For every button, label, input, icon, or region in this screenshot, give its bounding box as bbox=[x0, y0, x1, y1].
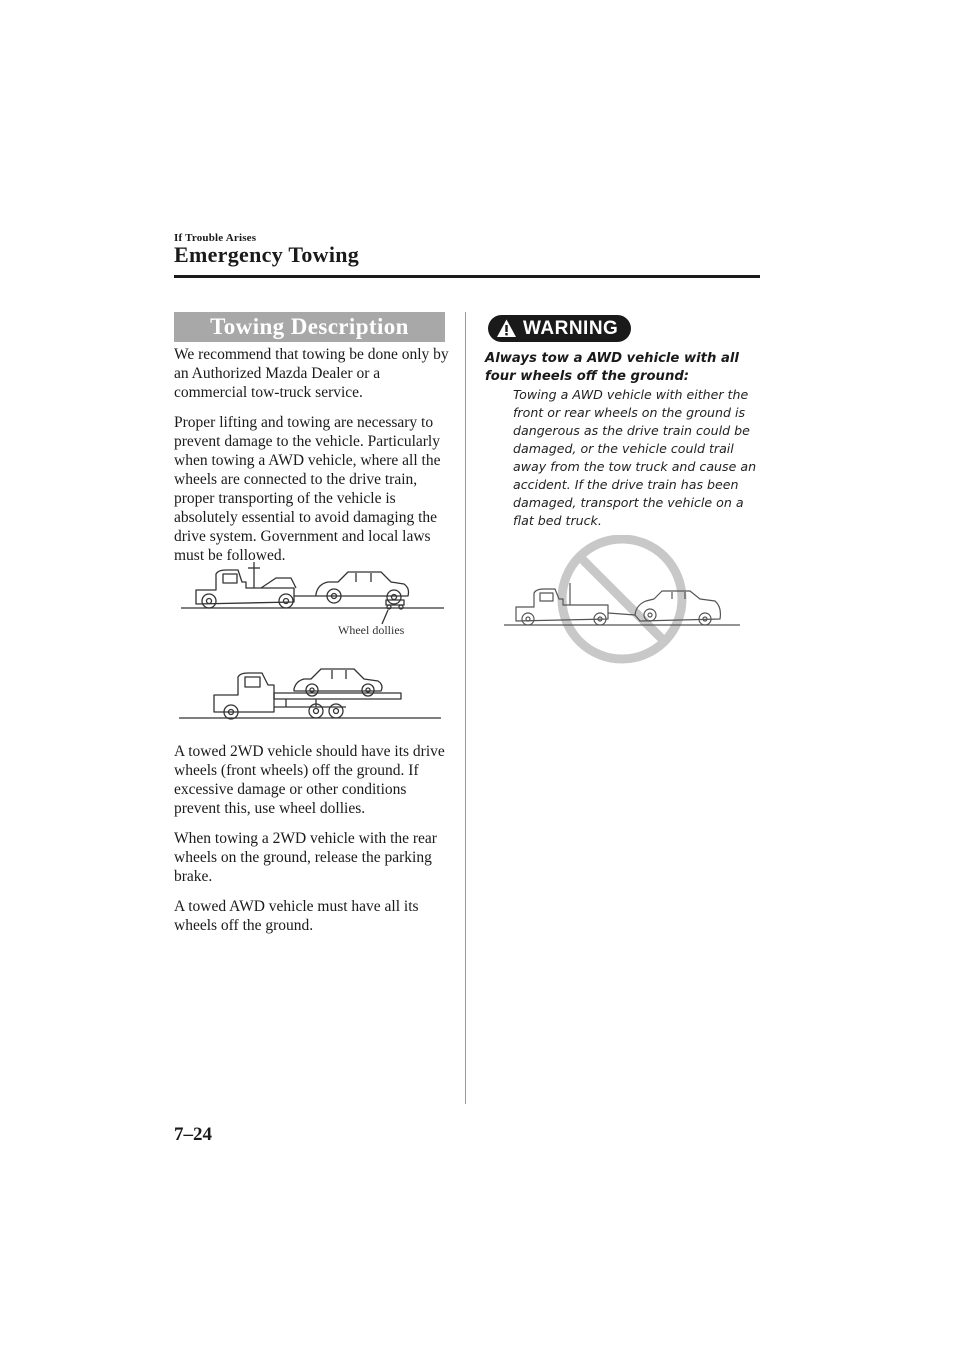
column-divider bbox=[465, 312, 466, 1104]
page-number: 7–24 bbox=[174, 1124, 212, 1145]
wheel-dollies-label: Wheel dollies bbox=[338, 623, 405, 637]
warning-label: WARNING bbox=[523, 318, 619, 339]
warning-badge bbox=[488, 315, 631, 342]
paragraph-2wd-rear-wheels: When towing a 2WD vehicle with the rear wheels on the ground, release the parking brake. bbox=[174, 830, 437, 885]
warning-body: Towing a AWD vehicle with either the front or rear wheels on the ground is dangerous as the drive train could be damaged, or the vehicle could trail away from the tow truck and cause an accident. If the drive train has been damaged, transport the vehicle on a flat bed truck. bbox=[513, 387, 757, 528]
warning-title: Always tow a AWD vehicle with all four wheels off the ground: bbox=[485, 351, 739, 384]
prohibited-tow-illustration bbox=[500, 535, 745, 667]
flatbed-truck-illustration bbox=[176, 655, 446, 723]
paragraph-proper-lifting: Proper lifting and towing are necessary to prevent damage to the vehicle. Particularly when towing a AWD vehicle, where all the wheels are connected to the drive train, proper transporting of the vehicle is absolutely essential to avoid damaging the drive system. Government and local laws must be followed. bbox=[174, 414, 441, 564]
heading-rule bbox=[174, 275, 760, 278]
page-title: Emergency Towing bbox=[174, 242, 360, 267]
section-label: If Trouble Arises bbox=[174, 232, 257, 244]
tow-truck-wheel-dollies-illustration bbox=[176, 560, 446, 640]
paragraph-awd-all-wheels: A towed AWD vehicle must have all its wheels off the ground. bbox=[174, 898, 419, 934]
exclamation-icon bbox=[496, 318, 517, 339]
towing-description-banner: Towing Description bbox=[174, 312, 445, 342]
paragraph-recommendation: We recommend that towing be done only by an Authorized Mazda Dealer or a commercial tow-truck service. bbox=[174, 346, 449, 401]
paragraph-2wd-front-wheels: A towed 2WD vehicle should have its drive wheels (front wheels) off the ground. If excessive damage or other conditions prevent this, use wheel dollies. bbox=[174, 743, 445, 817]
